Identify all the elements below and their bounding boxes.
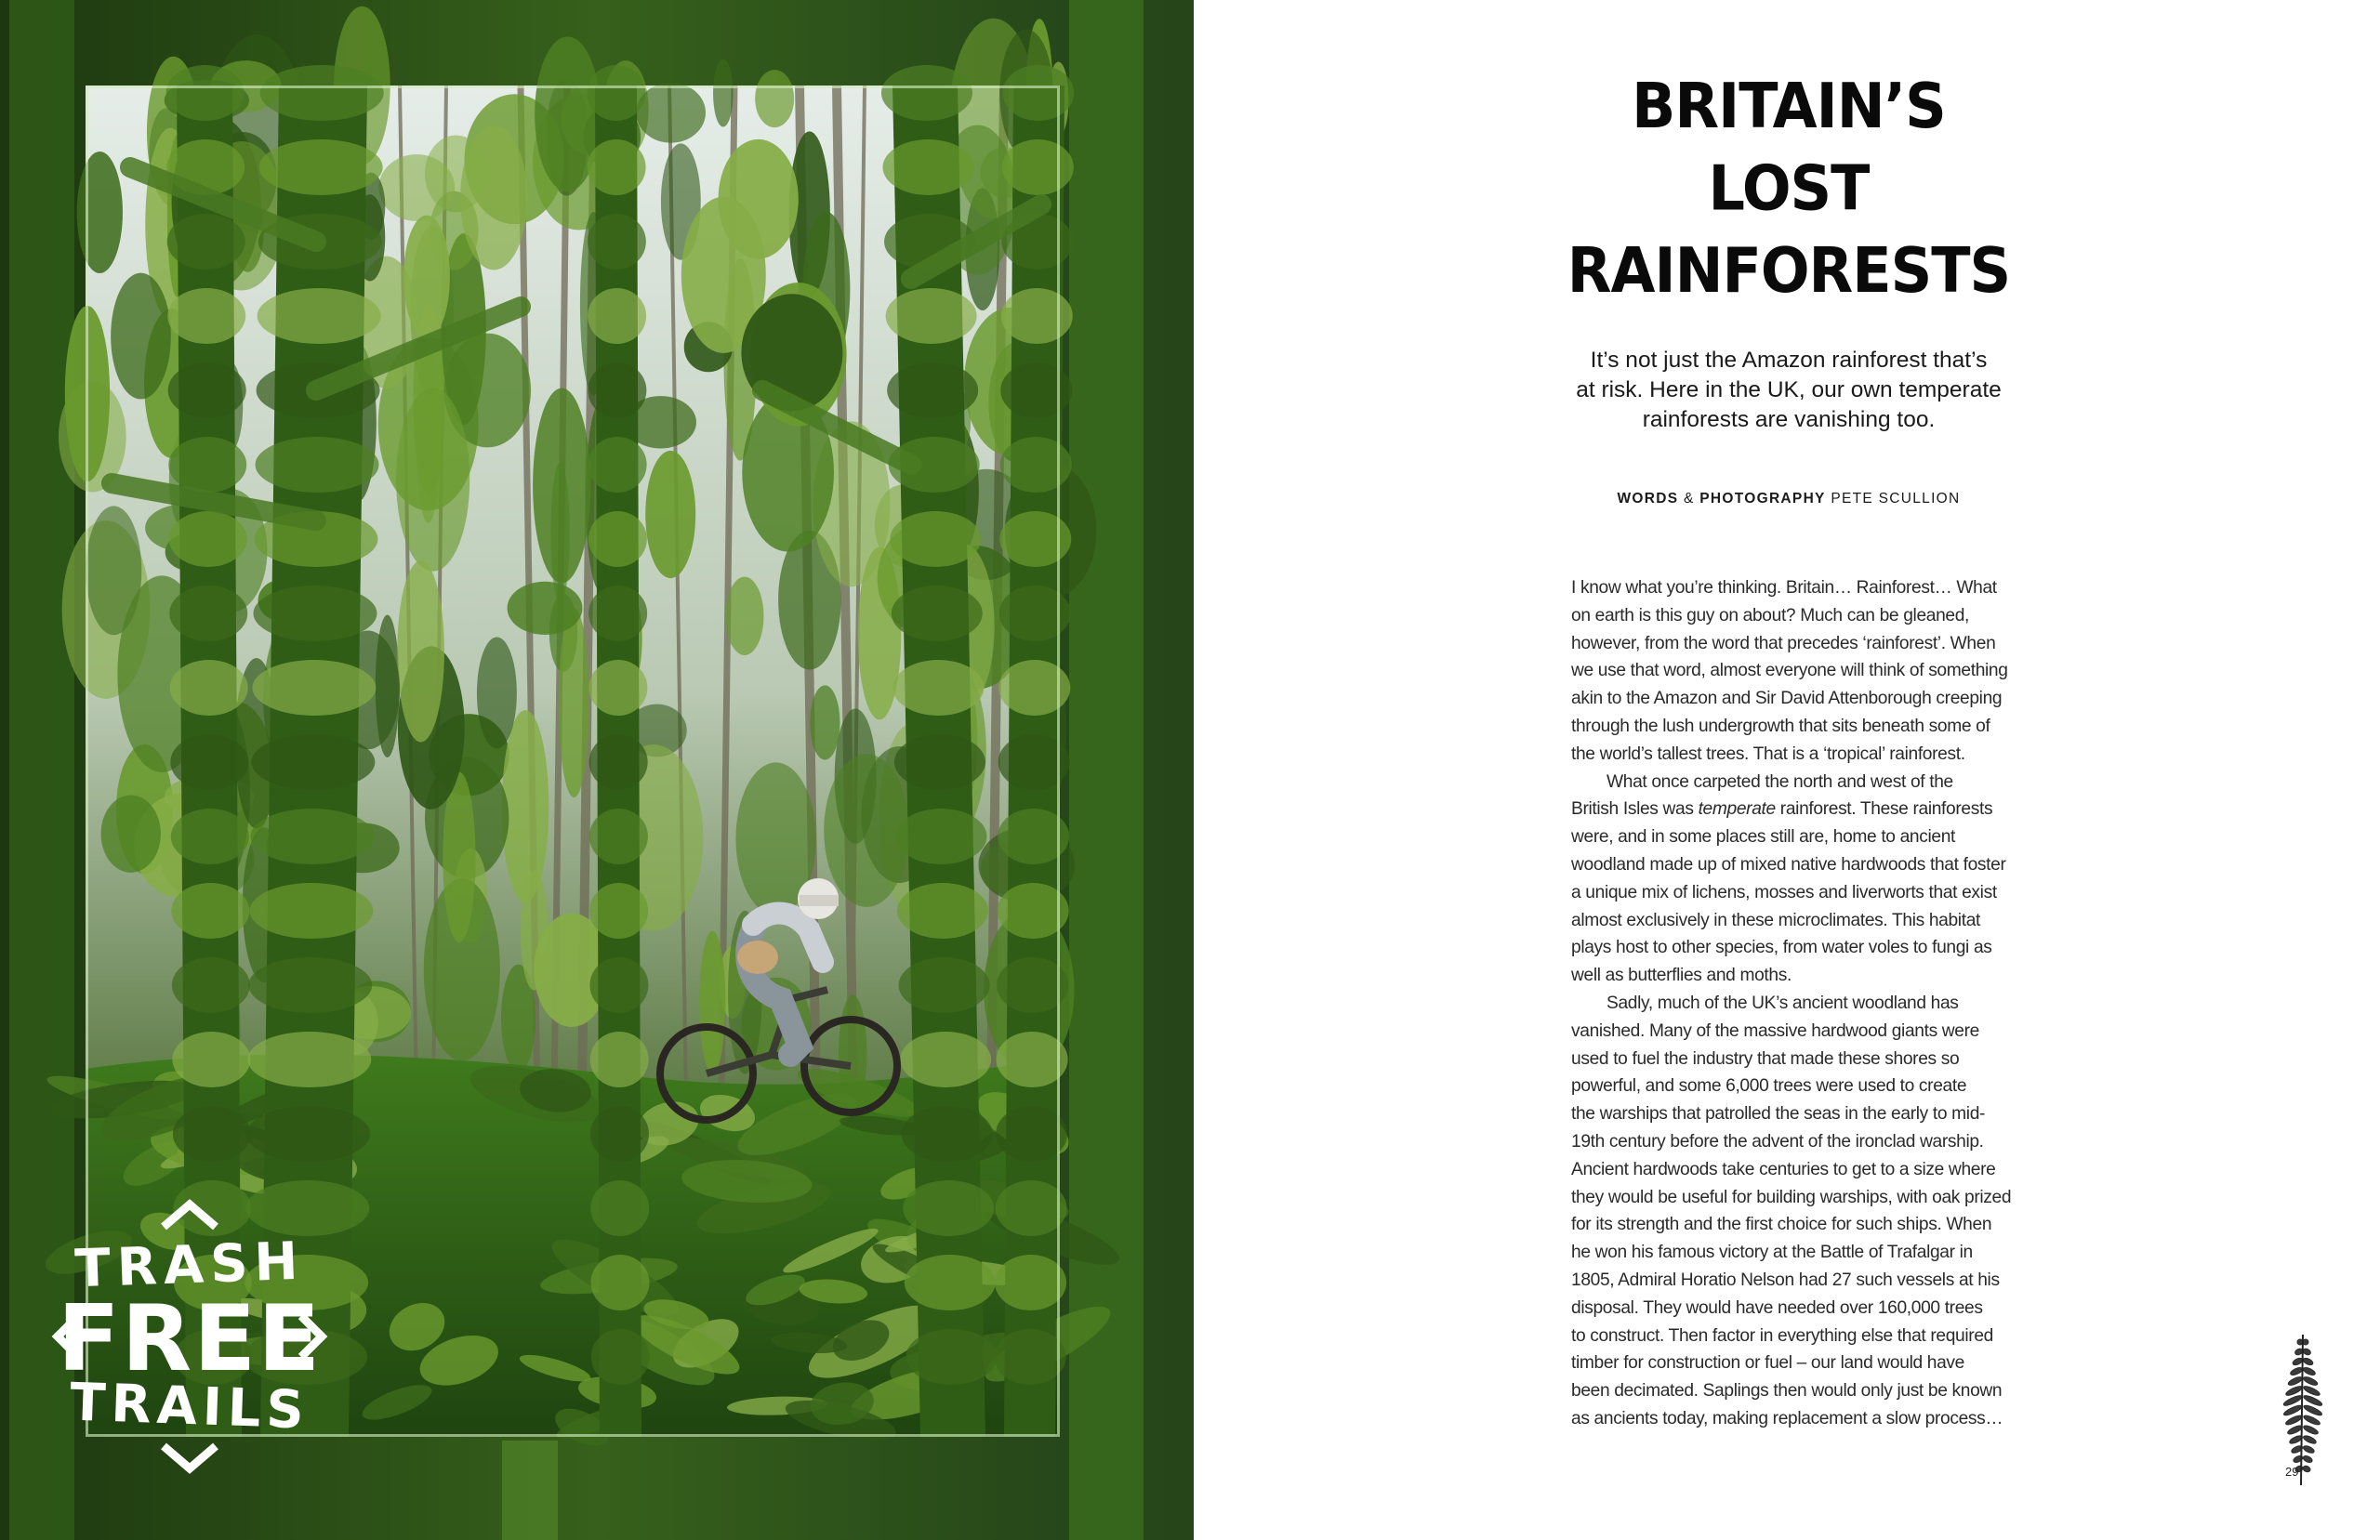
byline-photography: PHOTOGRAPHY	[1699, 491, 1826, 507]
body-line: were, and in some places still are, home to ancient	[1571, 827, 1956, 848]
body-line-part: British Isles was	[1571, 799, 1699, 820]
article-body	[1571, 574, 2053, 1433]
article-byline	[1547, 491, 2030, 507]
body-line: been decimated. Saplings then would only just be known	[1571, 1381, 2003, 1402]
body-line: 1805, Admiral Horatio Nelson had 27 such vessels at his	[1571, 1270, 2000, 1290]
body-line: as ancients today, making replacement a slow process…	[1571, 1408, 2003, 1428]
body-line: the world’s tallest trees. That is a ‘tropical’ rainforest.	[1571, 744, 1965, 764]
trash-free-trails-logo	[50, 1197, 329, 1476]
article-headline	[1519, 65, 2058, 312]
body-line: 19th century before the advent of the ironclad warship.	[1571, 1131, 1984, 1152]
page-number: 29	[2285, 1465, 2299, 1479]
logo-word-trash: TRASH	[73, 1231, 306, 1300]
article-standfirst	[1542, 346, 2035, 435]
article-page	[1194, 0, 2380, 1540]
body-line: a unique mix of lichens, mosses and liverworts that exist	[1571, 882, 1997, 902]
body-line: they would be useful for building warships, with oak prized	[1571, 1187, 2012, 1207]
headline-line-1: BRITAIN’S	[1632, 69, 1946, 143]
body-line: What once carpeted the north and west of the	[1606, 771, 1953, 792]
body-line: we use that word, almost everyone will think of something	[1571, 661, 2008, 681]
body-line-part: rainforest. These rainforests	[1775, 799, 1993, 820]
body-line: used to fuel the industry that made these shores so	[1571, 1048, 1960, 1069]
body-line: however, from the word that precedes ‘rainforest’. When	[1571, 633, 1996, 653]
body-line: powerful, and some 6,000 trees were used to create	[1571, 1076, 1967, 1097]
byline-author: PETE SCULLION	[1831, 491, 1961, 507]
byline-amp: &	[1684, 491, 1695, 507]
body-line: disposal. They would have needed over 160,000 trees	[1571, 1297, 1983, 1318]
body-line: he won his famous victory at the Battle of Trafalgar in	[1571, 1243, 1973, 1263]
byline-words: WORDS	[1617, 491, 1679, 507]
body-line: for its strength and the first choice for such ships. When	[1571, 1215, 1992, 1235]
body-line: vanished. Many of the massive hardwood giants were	[1571, 1020, 1979, 1041]
body-line: almost exclusively in these microclimates. This habitat	[1571, 910, 1981, 930]
body-line: woodland made up of mixed native hardwoods that foster	[1571, 854, 2006, 875]
body-line: on earth is this guy on about? Much can be gleaned,	[1571, 605, 1970, 625]
headline-line-3: RAINFORESTS	[1567, 233, 2011, 308]
standfirst-line-2: at risk. Here in the UK, our own temperate	[1576, 377, 2002, 402]
body-line: I know what you’re thinking. Britain… Rainforest… What	[1571, 578, 1997, 598]
body-line	[1571, 796, 2053, 823]
body-line: akin to the Amazon and Sir David Attenborough creeping	[1571, 689, 2003, 709]
body-line-italic: temperate	[1698, 799, 1776, 820]
standfirst-line-1: It’s not just the Amazon rainforest that’s	[1590, 348, 1988, 373]
body-line: the warships that patrolled the seas in the early to mid-	[1571, 1104, 1986, 1125]
body-line: to construct. Then factor in everything else that required	[1571, 1325, 1993, 1346]
logo-word-trails: TRAILS	[69, 1372, 311, 1441]
fern-icon	[2270, 1329, 2335, 1487]
body-line: plays host to other species, from water voles to fungi as	[1571, 938, 1992, 958]
body-line: through the lush undergrowth that sits beneath some of	[1571, 716, 1990, 736]
body-line: Sadly, much of the UK’s ancient woodland has	[1606, 993, 1959, 1013]
body-line: timber for construction or fuel – our land would have	[1571, 1353, 1964, 1374]
standfirst-line-3: rainforests are vanishing too.	[1642, 407, 1936, 432]
headline-line-2: LOST	[1708, 151, 1870, 225]
logo-word-free: FREE	[57, 1286, 323, 1392]
body-line: well as butterflies and moths.	[1571, 966, 1792, 986]
body-line: Ancient hardwoods take centuries to get to a size where	[1571, 1159, 1996, 1179]
